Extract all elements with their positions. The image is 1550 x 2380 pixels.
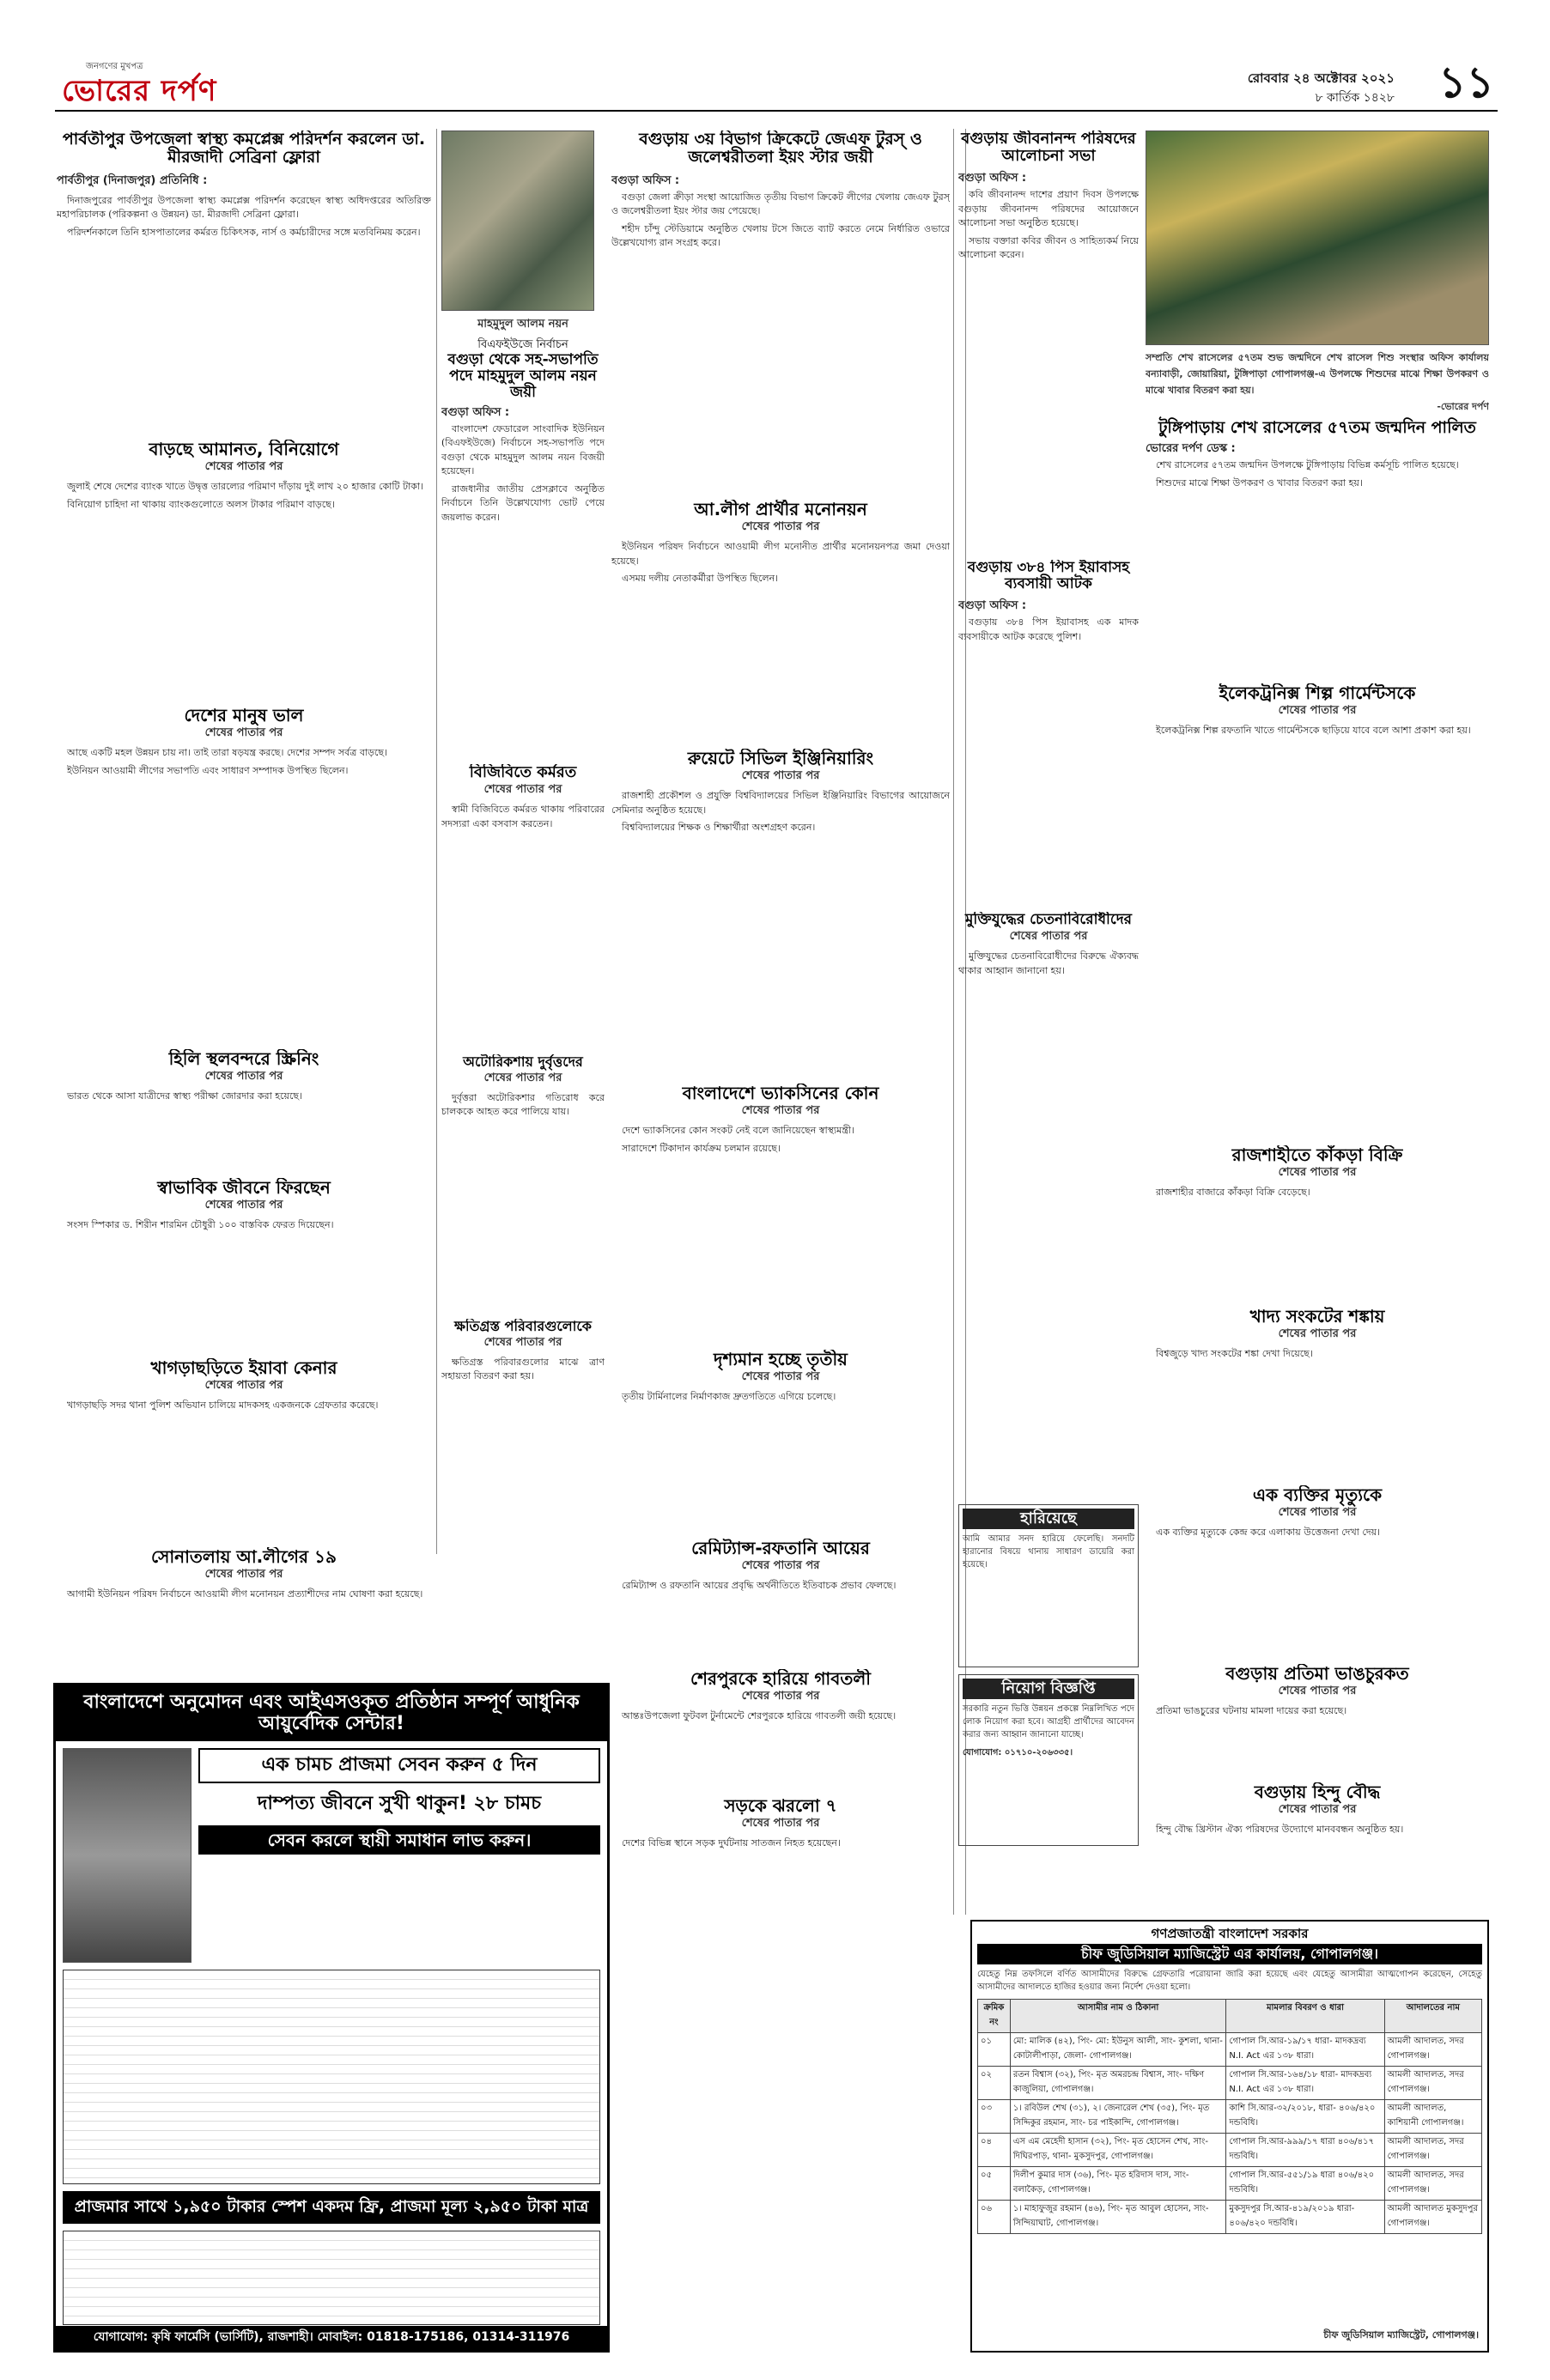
col-case: মামলার বিবরণ ও ধারা bbox=[1226, 1999, 1384, 2032]
article-body: ক্ষতিগ্রস্ত পরিবারগুলোর মাঝে ত্রাণ সহায়তা বিতরণ করা হয়। bbox=[441, 1356, 605, 1382]
article-body: হিন্দু বৌদ্ধ খ্রিস্টান ঐক্য পরিষদের উদ্যোগে মানববন্ধন অনুষ্ঠিত হয়। bbox=[1156, 1824, 1404, 1836]
col-court: আদালতের নাম bbox=[1384, 1999, 1481, 2032]
article-remittance bbox=[611, 1539, 950, 1659]
article-body: বাংলাদেশ ফেডারেল সাংবাদিক ইউনিয়ন (বিএফইউজে) নির্বাচনে সহ-সভাপতি পদে বগুড়া থেকে মাহমুদুল আলম নয়ন বিজয়ী হয়েছেন। রাজধানীর জাতীয় প্রেসক্লাবে অনুষ্ঠিত নির্বাচনে তিনি উল্লেখযোগ্য ভোট পেয়ে জয়লাভ করেন। bbox=[441, 422, 605, 523]
article-body: ইউনিয়ন পরিষদ নির্বাচনে আওয়ামী লীগ মনোনীত প্রার্থীর মনোনয়নপত্র জমা দেওয়া হয়েছে। এসময় দলীয় নেতাকর্মীরা উপস্থিত ছিলেন। bbox=[611, 541, 950, 585]
headline: দৃশ্যমান হচ্ছে তৃতীয় bbox=[714, 1350, 848, 1369]
table-row: ০৬ ১। মাহাফুজুর রহমান (৪৬), পিং- মৃত আবুল হোসেন, সাং- সিন্দিয়াঘাট, গোপালগঞ্জ। মুকসুদপুর সি.আর-৪১৯/২০১৯ ধারা- ৪০৬/৪২০ দন্ডবিধি। আমলী আদালত মুকসুদপুর গোপালগঞ্জ। bbox=[978, 2200, 1482, 2233]
masthead bbox=[55, 55, 1498, 112]
continued-label: শেষের পাতার পর bbox=[1278, 1166, 1357, 1180]
headline: রুয়েটে সিভিল ইঞ্জিনিয়ারিং bbox=[687, 749, 874, 768]
article-body: তৃতীয় টার্মিনালের নির্মাণকাজ দ্রুতগতিতে এগিয়ে চলেছে। bbox=[622, 1391, 836, 1403]
table-row: ০২ রতন বিশ্বাস (৩২), পিং- মৃত অমরচন্দ্র বিশ্বাস, সাং- দক্ষিণ কাজুলিয়া, গোপালগঞ্জ। গোপাল সি.আর-১৬৪/১৮ ধারা- মাদকদ্রব্য N.I. Act এর ১৩৮ ধারা। আমলী আদালত, সদর গোপালগঞ্জ। bbox=[978, 2066, 1482, 2099]
article-body: জুলাই শেষে দেশের ব্যাংক খাতে উদ্বৃত্ত তারল্যের পরিমাণ দাঁড়ায় দুই লাখ ২০ হাজার কোটি টাকা। বিনিয়োগ চাহিদা না থাকায় ব্যাংকগুলোতে অলস টাকার পরিমাণ বাড়ছে। bbox=[67, 481, 423, 510]
headline: দেশের মানুষ ভাল bbox=[184, 706, 304, 726]
article-third-terminal bbox=[611, 1350, 950, 1530]
continued-label: শেষের পাতার পর bbox=[1009, 930, 1088, 944]
article-body: আগামী ইউনিয়ন পরিষদ নির্বাচনে আওয়ামী লীগ মনোনয়ন প্রত্যাশীদের নাম ঘোষণা করা হয়েছে। bbox=[67, 1588, 423, 1600]
table-row: ০১ মো: মালিক (৪২), পিং- মো: ইউনুস আলী, সাং- কুশলা, থানা- কোটালীপাড়া, জেলা- গোপালগঞ্জ। গোপাল সি.আর-১৯/১৭ ধারা- মাদকদ্রব্য N.I. Act এর ১৩৮ ধারা। আমলী আদালত, সদর গোপালগঞ্জ। bbox=[978, 2032, 1482, 2066]
recruit-body: সরকারি নতুন ভিত্তি উন্নয়ন প্রকল্পে নিম্নলিখিত পদে লোক নিয়োগ করা হবে। আগ্রহী প্রার্থীদের আবেদন করার জন্য আহ্বান জানানো যাচ্ছে। bbox=[963, 1704, 1134, 1740]
table-row: ০৩ ১। রবিউল শেখ (৩১), ২। জেনারেল শেখ (৩৫), পিং- মৃত সিদ্দিকুর রহমান, সাং- চর পাইকান্দি, গোপালগঞ্জ। কাশি সি.আর-৩২/২০১৮, ধারা- ৪০৬/৪২০ দন্ডবিধি। আমলী আদালত, কাশিয়ানী গোপালগঞ্জ। bbox=[978, 2099, 1482, 2133]
article-people-good bbox=[57, 706, 431, 1041]
byline: বগুড়া অফিস : bbox=[958, 599, 1027, 613]
ad-offer-1: এক চামচ প্রাজমা সেবন করুন ৫ দিন bbox=[198, 1748, 600, 1783]
headline: ক্ষতিগ্রস্ত পরিবারগুলোকে bbox=[454, 1319, 592, 1334]
photo-caption: সম্প্রতি শেখ রাসেলের ৫৭তম শুভ জন্মদিনে শেখ রাসেল শিশু সংস্থার অফিস কার্যালয় বন্যাবাড়ী, জোয়ারিয়া, টুঙ্গিপাড়া গোপালগঞ্জ-এ উপলক্ষে শিশুদের মাঝে শিক্ষা উপকরণ ও মাঝে খাবার বিতরণ করা হয়। bbox=[1146, 352, 1489, 396]
ad-price: প্রাজমার সাথে ১,৯৫০ টাকার স্পেশ একদম ফ্রি, প্রাজমা মূল্য ২,৯৫০ টাকা মাত্র bbox=[63, 2191, 600, 2223]
article-body: কবি জীবনানন্দ দাশের প্রয়াণ দিবস উপলক্ষে বগুড়ায় জীবনানন্দ পরিষদের আয়োজনে আলোচনা সভা অনুষ্ঠিত হয়েছে। সভায় বক্তারা কবির জীবন ও সাহিত্যকর্ম নিয়ে আলোচনা করেন। bbox=[958, 189, 1139, 261]
article-body: স্বামী বিজিবিতে কর্মরত থাকায় পরিবারের সদস্যরা একা বসবাস করতেন। bbox=[441, 804, 605, 829]
headline: শেরপুরকে হারিয়ে গাবতলী bbox=[690, 1669, 871, 1689]
article-body: বিশ্বজুড়ে খাদ্য সংকটের শঙ্কা দেখা দিয়েছে। bbox=[1156, 1348, 1313, 1360]
lost-body: আমি আমার সনদ হারিয়ে ফেলেছি। সনদটি হারানোর বিষয়ে থানায় সাধারণ ডায়েরি করা হয়েছে। bbox=[963, 1534, 1134, 1570]
article-normal-life bbox=[57, 1178, 431, 1350]
article-idol-vandalism bbox=[1146, 1664, 1489, 1776]
article-body: এক ব্যক্তির মৃত্যুকে কেন্দ্র করে এলাকায় উত্তেজনা দেখা দেয়। bbox=[1156, 1527, 1381, 1539]
photo-credit: -ভোরের দর্পণ bbox=[1437, 401, 1489, 412]
article-body: দুর্বৃত্তরা অটোরিকশার গতিরোধ করে চালককে আহত করে পালিয়ে যায়। bbox=[441, 1091, 605, 1118]
article-body: বগুড়ায় ৩৮৪ পিস ইয়াবাসহ এক মাদক ব্যবসায়ীকে আটক করেছে পুলিশ। bbox=[958, 616, 1139, 642]
continued-label: শেষের পাতার পর bbox=[741, 520, 820, 534]
article-hili-screening bbox=[57, 1049, 431, 1169]
headline: হিলি স্থলবন্দরে স্ক্রিনিং bbox=[168, 1049, 319, 1069]
ad-offer-3: সেবন করলে স্থায়ী সমাধান লাভ করুন। bbox=[198, 1825, 600, 1855]
article-hindu-buddhist bbox=[1146, 1782, 1489, 1911]
recruitment-notice bbox=[958, 1674, 1139, 1846]
article-body: ইলেকট্রনিক্স শিল্প রফতানি খাতে গার্মেন্টসকে ছাড়িয়ে যাবে বলে আশা প্রকাশ করা হয়। bbox=[1156, 725, 1471, 737]
photo-caption: মাহমুদুল আলম নয়ন bbox=[477, 318, 568, 331]
headline: সড়কে ঝরলো ৭ bbox=[724, 1796, 837, 1816]
article-body: রাজশাহী প্রকৌশল ও প্রযুক্তি বিশ্ববিদ্যালয়ের সিভিল ইঞ্জিনিয়ারিং বিভাগের আয়োজনে সেমিনার অনুষ্ঠিত হয়েছে। বিশ্ববিদ্যালয়ের শিক্ষক ও শিক্ষার্থীরা অংশগ্রহণ করেন। bbox=[611, 790, 950, 834]
headline: বাংলাদেশে ভ্যাকসিনের কোন bbox=[682, 1084, 879, 1103]
headline: বগুড়ায় ৩৮৪ পিস ইয়াবাসহ ব্যবসায়ী আটক bbox=[967, 560, 1130, 593]
header-date-bangla: ৮ কার্তিক ১৪২৮ bbox=[1315, 91, 1395, 105]
article-khagrachari bbox=[57, 1358, 431, 1539]
continued-label: শেষের পাতার পর bbox=[204, 726, 283, 740]
article-electronics bbox=[1146, 683, 1489, 1138]
notice-intro: যেহেতু নিম্ন তফসিলে বর্ণিত আসামীদের বিরুদ্ধে গ্রেফতারি পরোয়ানা জারি করা হয়েছে এবং যেহেতু আসামীরা আত্মগোপন করেছেন, সেহেতু আসামীদের আদালতে হাজির হওয়ার জন্য নির্দেশ দেওয়া হলো। bbox=[977, 1969, 1482, 1992]
article-ruet bbox=[611, 749, 950, 1075]
byline: বগুড়া অফিস : bbox=[958, 172, 1027, 185]
continued-label: শেষের পাতার পর bbox=[204, 1199, 283, 1212]
headline: ইলেকট্রনিক্স শিল্প গার্মেন্টসকে bbox=[1219, 683, 1416, 703]
col-serial: ক্রমিক নং bbox=[978, 1999, 1011, 2032]
headline: সোনাতলায় আ.লীগের ১৯ bbox=[151, 1547, 337, 1567]
headline: আ.লীগ প্রার্থীর মনোনয়ন bbox=[694, 500, 867, 519]
ad-contact: যোগাযোগ: কৃষি ফার্মেসি (ভার্সিটি), রাজশাহী। মোবাইল: 01818-175186, 01314-311976 bbox=[56, 2326, 607, 2350]
article-sherpur bbox=[611, 1669, 950, 1789]
article-body: আন্তঃউপজেলা ফুটবল টুর্নামেন্টে শেরপুরকে হারিয়ে গাবতলী জয়ী হয়েছে। bbox=[622, 1710, 897, 1722]
byline: পার্বতীপুর (দিনাজপুর) প্রতিনিধি : bbox=[57, 173, 208, 187]
continued-label: শেষের পাতার পর bbox=[741, 1817, 820, 1831]
article-jibanananda bbox=[958, 131, 1139, 551]
recruit-contact: যোগাযোগ: ০১৭১০-২০৬৩৩৫। bbox=[963, 1748, 1073, 1758]
court-notice bbox=[970, 1920, 1489, 2353]
headline: মুক্তিযুদ্ধের চেতনাবিরোধীদের bbox=[964, 912, 1133, 928]
continued-label: শেষের পাতার পর bbox=[1278, 1327, 1357, 1341]
page-number: ১১ bbox=[1438, 58, 1494, 107]
article-one-death bbox=[1146, 1485, 1489, 1657]
continued-label: শেষের পাতার পর bbox=[204, 1568, 283, 1582]
ayurvedic-advertisement bbox=[53, 1683, 610, 2353]
headline: এক ব্যক্তির মৃত্যুকে bbox=[1252, 1485, 1383, 1505]
headline: স্বাভাবিক জীবনে ফিরছেন bbox=[157, 1178, 331, 1198]
lost-title: হারিয়েছে bbox=[963, 1509, 1134, 1529]
continued-label: শেষের পাতার পর bbox=[1278, 704, 1357, 718]
article-body: শেখ রাসেলের ৫৭তম জন্মদিন উপলক্ষে টুঙ্গিপাড়ায় বিভিন্ন কর্মসূচি পালিত হয়েছে। শিশুদের মাঝে শিক্ষা উপকরণ ও খাবার বিতরণ করা হয়। bbox=[1156, 459, 1459, 489]
continued-label: শেষের পাতার পর bbox=[741, 769, 820, 783]
article-body: দেশের বিভিন্ন স্থানে সড়ক দুর্ঘটনায় সাতজন নিহত হয়েছেন। bbox=[622, 1837, 841, 1849]
headline: রেমিট্যান্স-রফতানি আয়ের bbox=[691, 1539, 870, 1558]
continued-label: শেষের পাতার পর bbox=[204, 1379, 283, 1393]
headline: বগুড়া থেকে সহ-সভাপতি পদে মাহমুদুল আলম নয়ন জয়ী bbox=[447, 350, 599, 401]
col-accused: আসামীর নাম ও ঠিকানা bbox=[1010, 1999, 1226, 2032]
article-body: সংসদ স্পিকার ড. শিরীন শারমিন চৌধুরী ১০০ বাস্তবিক ফেরত দিয়েছেন। bbox=[67, 1219, 334, 1231]
portrait-photo bbox=[441, 131, 594, 311]
article-cricket bbox=[611, 131, 950, 491]
article-bgb bbox=[441, 764, 605, 1047]
article-road-accident bbox=[611, 1796, 950, 1916]
ad-title: বাংলাদেশে অনুমোদন এবং আইএসওকৃত প্রতিষ্ঠান সম্পূর্ণ আধুনিক আয়ুর্বেদিক সেন্টার! bbox=[56, 1685, 607, 1741]
headline: বগুড়ায় প্রতিমা ভাঙচুরকত bbox=[1225, 1664, 1409, 1684]
header-date-english: রোববার ২৪ অক্টোবর ২০২১ bbox=[1247, 70, 1395, 86]
headline: বগুড়ায় জীবনানন্দ পরিষদের আলোচনা সভা bbox=[961, 131, 1136, 166]
ad-product-image bbox=[63, 1748, 191, 1963]
continued-label: শেষের পাতার পর bbox=[1278, 1803, 1357, 1817]
headline: বিজিবিতে কর্মরত bbox=[469, 764, 577, 781]
article-liberation-spirit bbox=[958, 912, 1139, 1496]
lost-notice bbox=[958, 1504, 1139, 1667]
table-row: ০৫ দিলীপ কুমার দাস (৩৬), পিং- মৃত হরিদাস দাস, সাং- বলাকৈড়, গোপালগঞ্জ। গোপাল সি.আর-৫৫১/১৯ ধারা ৪০৬/৪২০ দন্ডবিধি। আমলী আদালত, সদর গোপালগঞ্জ। bbox=[978, 2166, 1482, 2200]
headline: টুঙ্গিপাড়ায় শেখ রাসেলের ৫৭তম জন্মদিন পালিত bbox=[1158, 418, 1476, 437]
headline: অটোরিকশায় দুর্বৃত্তদের bbox=[463, 1054, 583, 1070]
byline: বগুড়া অফিস : bbox=[441, 405, 510, 419]
notice-gov: গণপ্রজাতন্ত্রী বাংলাদেশ সরকার bbox=[1151, 1926, 1309, 1941]
continued-label: শেষের পাতার পর bbox=[483, 783, 562, 797]
headline: খাগড়াছড়িতে ইয়াবা কেনার bbox=[150, 1358, 337, 1378]
article-body: দিনাজপুরের পার্বতীপুর উপজেলা স্বাস্থ্য কমপ্লেক্স পরিদর্শন করেছেন স্বাস্থ্য অধিদপ্তরের অতিরিক্ত মহাপরিচালক (পরিকল্পনা ও উন্নয়ন) ডা. মীরজাদী সেব্রিনা ফ্লোরা। পরিদর্শনকালে তিনি হাসপাতালের কর্মরত চিকিৎসক, নার্স ও কর্মচারীদের সঙ্গে মতবিনিময় করেন। bbox=[57, 194, 431, 238]
notice-signature: চীফ জুডিসিয়াল ম্যাজিস্ট্রেট, গোপালগঞ্জ। bbox=[1323, 2329, 1479, 2341]
continued-label: শেষের পাতার পর bbox=[741, 1370, 820, 1384]
continued-label: শেষের পাতার পর bbox=[204, 1070, 283, 1084]
continued-label: শেষের পাতার পর bbox=[1278, 1506, 1357, 1520]
continued-label: শেষের পাতার পর bbox=[483, 1335, 562, 1349]
continued-label: শেষের পাতার পর bbox=[741, 1104, 820, 1118]
headline: রাজশাহীতে কাঁকড়া বিক্রি bbox=[1231, 1145, 1403, 1165]
continued-label: শেষের পাতার পর bbox=[1278, 1685, 1357, 1698]
recruit-title: নিয়োগ বিজ্ঞপ্তি bbox=[963, 1679, 1134, 1699]
table-row: ০৪ এস এম মেহেদী হাসান (৩২), পিং- মৃত হোসেন শেখ, সাং- দিঘিরপাড়, থানা- মুকসুদপুর, গোপালগঞ্জ। গোপাল সি.আর-৯৯৯/১৭ ধারা ৪০৬/৪১৭ দন্ডবিধি। আমলী আদালত, সদর গোপালগঞ্জ। bbox=[978, 2133, 1482, 2166]
article-body: দেশে ভ্যাকসিনের কোন সংকট নেই বলে জানিয়েছেন স্বাস্থ্যমন্ত্রী। সারাদেশে টিকাদান কার্যক্রম চলমান রয়েছে। bbox=[622, 1125, 854, 1154]
article-al-nomination bbox=[611, 500, 950, 740]
article-body: খাগড়াছড়ি সদর থানা পুলিশ অভিযান চালিয়ে মাদকসহ একজনকে গ্রেফতার করেছে। bbox=[67, 1399, 379, 1412]
article-body: রাজশাহীর বাজারে কাঁকড়া বিক্রি বেড়েছে। bbox=[1156, 1187, 1310, 1199]
article-yaba-arrest bbox=[958, 560, 1139, 903]
logo-tagline: জনগণের মুখপত্র bbox=[86, 62, 143, 71]
article-body: ভারত থেকে আসা যাত্রীদের স্বাস্থ্য পরীক্ষা জোরদার করা হয়েছে। bbox=[67, 1090, 302, 1102]
ad-offer-2: দাম্পত্য জীবনে সুখী থাকুন! ২৮ চামচ bbox=[257, 1792, 542, 1814]
continued-label: শেষের পাতার পর bbox=[741, 1559, 820, 1573]
article-health-complex bbox=[57, 131, 431, 431]
article-body: রেমিট্যান্স ও রফতানি আয়ের প্রবৃদ্ধি অর্থনীতিতে ইতিবাচক প্রভাব ফেলছে। bbox=[622, 1580, 897, 1592]
article-body: প্রতিমা ভাঙচুরের ঘটনায় মামলা দায়ের করা হয়েছে। bbox=[1156, 1705, 1347, 1717]
article-affected-families bbox=[441, 1319, 605, 1542]
headline: খাদ্য সংকটের শঙ্কায় bbox=[1249, 1307, 1385, 1327]
article-crab bbox=[1146, 1145, 1489, 1300]
headline: পার্বতীপুর উপজেলা স্বাস্থ্য কমপ্লেক্স পরিদর্শন করলেন ডা. মীরজাদী সেব্রিনা ফ্লোরা bbox=[62, 131, 426, 167]
headline: বগুড়ায় ৩য় বিভাগ ক্রিকেটে জেএফ টুরস্ ও জলেশ্বরীতলা ইয়ং স্টার জয়ী bbox=[639, 131, 922, 167]
continued-label: শেষের পাতার পর bbox=[483, 1071, 562, 1084]
article-body: মুক্তিযুদ্ধের চেতনাবিরোধীদের বিরুদ্ধে ঐক্যবদ্ধ থাকার আহ্বান জানানো হয়। bbox=[958, 950, 1139, 976]
byline: বগুড়া অফিস : bbox=[611, 173, 680, 187]
newspaper-logo: ভোরের দর্পণ bbox=[62, 74, 217, 108]
continued-label: শেষের পাতার পর bbox=[741, 1690, 820, 1703]
article-food-crisis bbox=[1146, 1307, 1489, 1478]
headline: বাড়ছে আমানত, বিনিয়োগে bbox=[149, 440, 339, 459]
article-rasel-birthday bbox=[1146, 350, 1489, 677]
article-body: আছে একটি মহল উন্নয়ন চায় না। তাই তারা ষড়যন্ত্র করছে। দেশের সম্পদ সর্বত্র বাড়ছে। ইউনিয়ন আওয়ামী লীগের সভাপতি এবং সাধারণ সম্পাদক উপস্থিত ছিলেন। bbox=[67, 747, 388, 776]
warrant-table bbox=[977, 1999, 1482, 2234]
notice-office: চীফ জুডিসিয়াল ম্যাজিস্ট্রেট এর কার্যালয়, গোপালগঞ্জ। bbox=[977, 1944, 1482, 1964]
continued-label: শেষের পাতার পর bbox=[204, 460, 283, 474]
kicker: বিএফইউজে নির্বাচন bbox=[477, 338, 568, 351]
article-vaccine bbox=[611, 1084, 950, 1341]
byline: ভোরের দর্পণ ডেস্ক : bbox=[1146, 442, 1236, 456]
headline: বগুড়ায় হিন্দু বৌদ্ধ bbox=[1254, 1782, 1381, 1802]
article-deposits bbox=[57, 440, 431, 697]
article-body: বগুড়া জেলা ক্রীড়া সংস্থা আয়োজিত তৃতীয় বিভাগ ক্রিকেট লীগের খেলায় জেএফ টুরস্ ও জলেশ্বরীতলা ইয়ং স্টার জয় পেয়েছে। শহীদ চাঁন্দু স্টেডিয়ামে অনুষ্ঠিত খেলায় টসে জিতে ব্যাট করতে নেমে নির্ধারিত ওভারে উল্লেখযোগ্য রান সংগ্রহ করে। bbox=[611, 191, 950, 249]
rasel-birthday-photo bbox=[1146, 131, 1489, 345]
article-autorickshaw bbox=[441, 1054, 605, 1312]
